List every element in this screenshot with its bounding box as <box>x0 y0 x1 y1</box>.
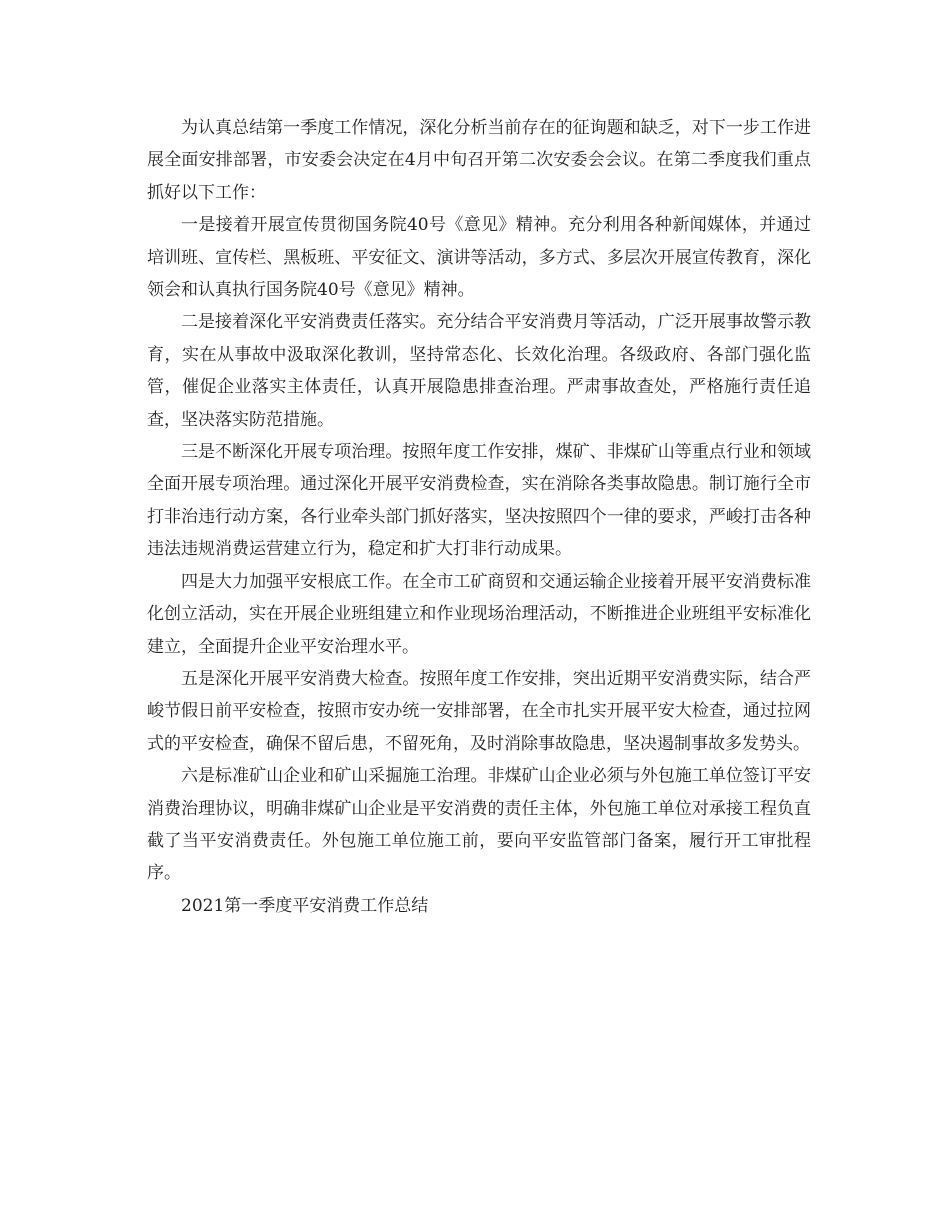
paragraph-item-6: 六是标准矿山企业和矿山采掘施工治理。非煤矿山企业必须与外包施工单位签订平安消费治理协议，明确非煤矿山企业是平安消费的责任主体，外包施工单位对承接工程负直截了当平安消费责任。外包施工单位施工前，要向平安监管部门备案，履行开工审批程序。 <box>147 766 811 884</box>
document-body <box>147 112 811 922</box>
paragraph-intro: 为认真总结第一季度工作情况，深化分析当前存在的征询题和缺乏，对下一步工作进展全面安排部署，市安委会决定在4月中旬召开第二次安委会会议。在第二季度我们重点抓好以下工作： <box>147 118 811 203</box>
paragraph-item-3: 三是不断深化开展专项治理。按照年度工作安排，煤矿、非煤矿山等重点行业和领域全面开展专项治理。通过深化开展平安消费检查，实在消除各类事故隐患。制订施行全市打非治违行动方案，各行业牵头部门抓好落实，坚决按照四个一律的要求，严峻打击各种违法违规消费运营建立行为，稳定和扩大打非行动成果。 <box>147 442 811 560</box>
paragraph-item-1: 一是接着开展宣传贯彻国务院40号《意见》精神。充分利用各种新闻媒体，并通过培训班、宣传栏、黑板班、平安征文、演讲等活动，多方式、多层次开展宣传教育，深化领会和认真执行国务院40号《意见》精神。 <box>147 215 811 301</box>
paragraph-item-4: 四是大力加强平安根底工作。在全市工矿商贸和交通运输企业接着开展平安消费标准化创立活动，实在开展企业班组建立和作业现场治理活动，不断推进企业班组平安标准化建立，全面提升企业平安治理水平。 <box>147 571 811 657</box>
paragraph-item-5: 五是深化开展平安消费大检查。按照年度工作安排，突出近期平安消费实际，结合严峻节假日前平安检查，按照市安办统一安排部署，在全市扎实开展平安大检查，通过拉网式的平安检查，确保不留后患，不留死角，及时消除事故隐患，坚决遏制事故多发势头。 <box>147 668 811 754</box>
paragraph-item-2: 二是接着深化平安消费责任落实。充分结合平安消费月等活动，广泛开展事故警示教育，实在从事故中汲取深化教训，坚持常态化、长效化治理。各级政府、各部门强化监管，催促企业落实主体责任，认真开展隐患排查治理。严肃事故查处，严格施行责任追查，坚决落实防范措施。 <box>147 312 811 430</box>
document-title-footer: 2021第一季度平安消费工作总结 <box>181 895 429 916</box>
